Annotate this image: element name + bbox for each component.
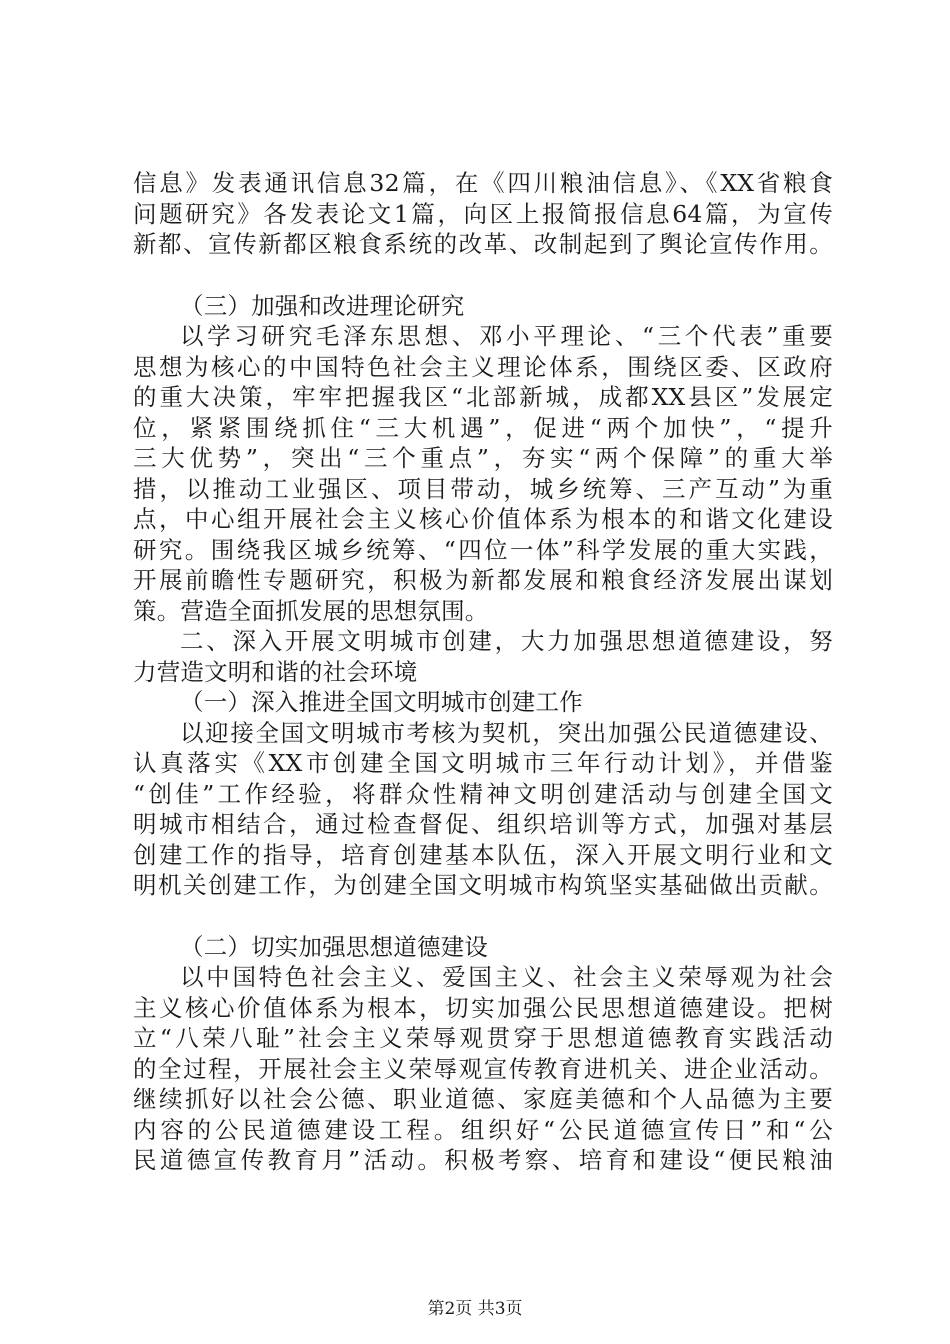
text-line: 开展前瞻性专题研究，积极为新都发展和粮食经济发展出谋划: [133, 566, 833, 594]
text-line: 明城市相结合，通过检查督促、组织培训等方式，加强对基层: [133, 810, 833, 838]
text-line: 的重大决策，牢牢把握我区“北部新城，成都XX县区”发展定: [133, 383, 833, 411]
text-line: “创佳”工作经验，将群众性精神文明创建活动与创建全国文: [133, 779, 833, 808]
text-line: 位，紧紧围绕抓住“三大机遇”，促进“两个加快”，“提升: [133, 413, 833, 442]
subsection-heading: （一）深入推进全国文明城市创建工作: [180, 688, 583, 716]
text-line: 问题研究》各发表论文1篇，向区上报简报信息64篇，为宣传: [133, 199, 833, 228]
text-line: 继续抓好以社会公德、职业道德、家庭美德和个人品德为主要: [133, 1085, 833, 1113]
text-line: 以迎接全国文明城市考核为契机，突出加强公民道德建设、: [180, 718, 833, 747]
text-line: 措，以推动工业强区、项目带动，城乡统筹、三产互动”为重: [133, 474, 833, 503]
paragraph-gap: [133, 260, 833, 291]
section-heading: 力营造文明和谐的社会环境: [133, 657, 418, 686]
text-line: 内容的公民道德建设工程。组织好“公民道德宣传日”和“公: [133, 1115, 833, 1144]
subsection-heading: （二）切实加强思想道德建设: [180, 932, 489, 961]
text-line: 主义核心价值体系为根本，切实加强公民思想道德建设。把树: [133, 993, 833, 1022]
section-heading: 二、深入开展文明城市创建，大力加强思想道德建设，努: [180, 627, 833, 655]
text-line: 以中国特色社会主义、爱国主义、社会主义荣辱观为社会: [180, 963, 833, 991]
text-line: 信息》发表通讯信息32篇，在《四川粮油信息》、《XX省粮食: [133, 169, 833, 197]
text-line: 三大优势”，突出“三个重点”，夯实“两个保障”的重大举: [133, 444, 833, 472]
text-line: 新都、宣传新都区粮食系统的改革、改制起到了舆论宣传作用。: [133, 230, 833, 258]
text-line: 点，中心组开展社会主义核心价值体系为根本的和谐文化建设: [133, 505, 833, 533]
text-line: 创建工作的指导，培育创建基本队伍，深入开展文明行业和文: [133, 840, 833, 869]
page-footer: 第2页 共3页: [427, 1299, 523, 1319]
section-heading: （三）加强和改进理论研究: [180, 291, 465, 320]
text-line: 思想为核心的中国特色社会主义理论体系，围绕区委、区政府: [133, 352, 833, 381]
document-body: [133, 168, 833, 1176]
text-line: 策。营造全面抓发展的思想氛围。: [133, 596, 489, 625]
text-line: 明机关创建工作，为创建全国文明城市构筑坚实基础做出贡献。: [133, 871, 833, 899]
text-line: 研究。围绕我区城乡统筹、“四位一体”科学发展的重大实践，: [133, 535, 833, 564]
text-line: 的全过程，开展社会主义荣辱观宣传教育进机关、进企业活动。: [133, 1054, 833, 1083]
paragraph-gap: [133, 901, 833, 932]
text-line: 民道德宣传教育月”活动。积极考察、培育和建设“便民粮油: [133, 1146, 833, 1174]
text-line: 以学习研究毛泽东思想、邓小平理论、“三个代表”重要: [180, 322, 833, 350]
text-line: 立“八荣八耻”社会主义荣辱观贯穿于思想道德教育实践活动: [133, 1024, 833, 1052]
text-line: 认真落实《XX市创建全国文明城市三年行动计划》，并借鉴: [133, 749, 833, 777]
